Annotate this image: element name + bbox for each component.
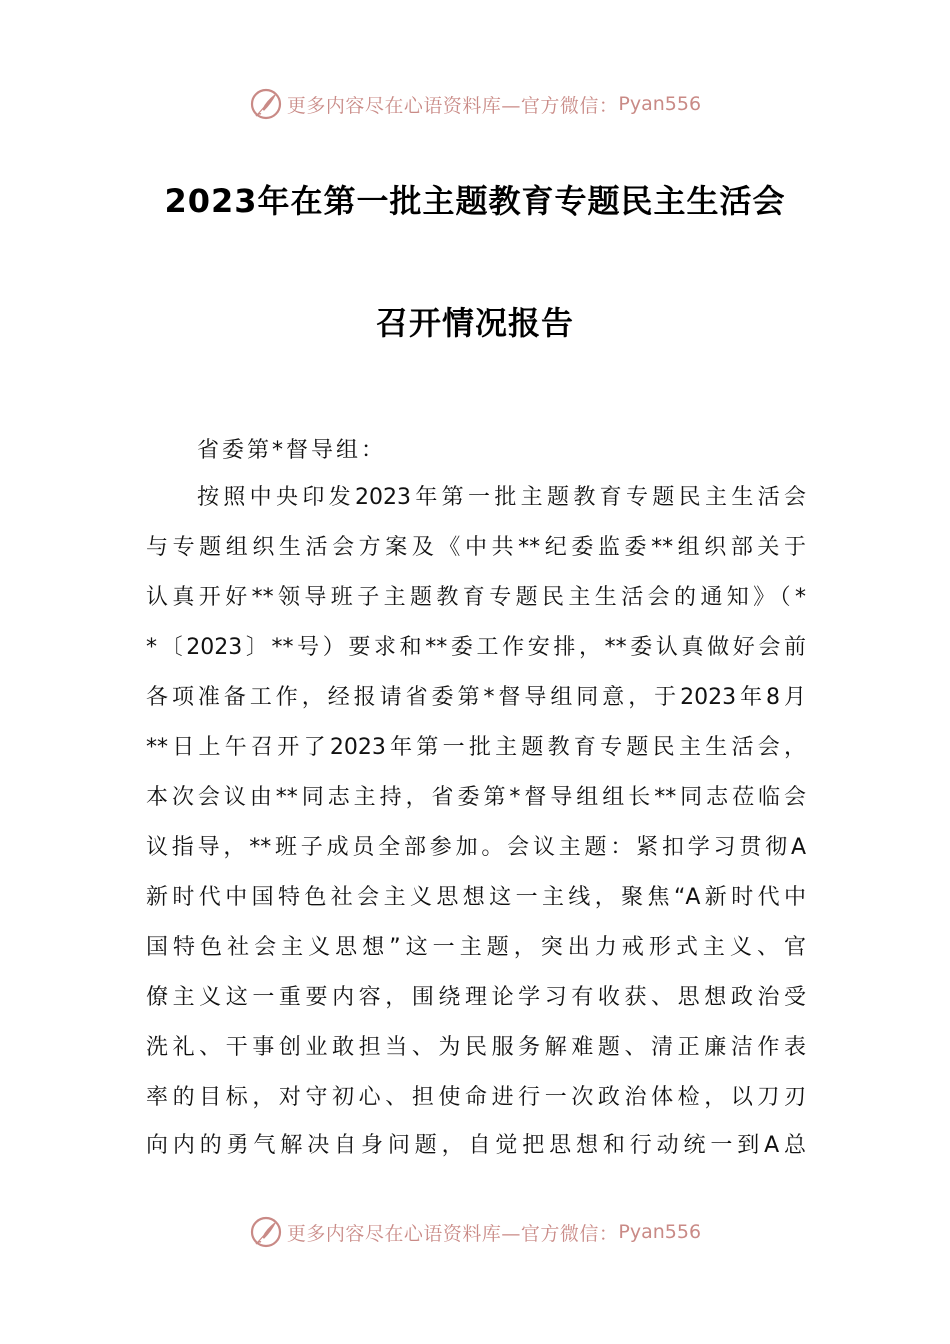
- document-title-line-1: 2023年在第一批主题教育专题民主生活会: [164, 182, 786, 220]
- quill-logo-icon: [249, 87, 283, 121]
- watermark-text: 更多内容尽在心语资料库—官方微信：: [286, 94, 619, 117]
- body-line: 按照中央印发2023年第一批主题教育专题民主生活会: [197, 485, 806, 510]
- body-line: 与专题组织生活会方案及《中共**纪委监委**组织部关于: [146, 535, 806, 560]
- document-title-line-2: 召开情况报告: [375, 304, 574, 342]
- watermark-wechat-id: Pyan556: [618, 93, 702, 115]
- watermark-header: [0, 84, 950, 124]
- body-line: 洗礼、干事创业敢担当、为民服务解难题、清正廉洁作表: [146, 1035, 806, 1060]
- body-line: 向内的勇气解决自身问题，自觉把思想和行动统一到A总: [146, 1133, 806, 1158]
- body-line: 新时代中国特色社会主义思想这一主线，聚焦“A新时代中: [146, 885, 806, 910]
- watermark-wechat-id: Pyan556: [618, 1221, 702, 1243]
- watermark-footer: [0, 1212, 950, 1252]
- body-line: *〔2023〕**号）要求和**委工作安排，**委认真做好会前: [146, 635, 806, 660]
- watermark-text: 更多内容尽在心语资料库—官方微信：: [286, 1222, 619, 1245]
- body-line: 率的目标，对守初心、担使命进行一次政治体检，以刀刃: [146, 1085, 806, 1110]
- quill-logo-icon: [249, 1215, 283, 1249]
- body-line: 认真开好**领导班子主题教育专题民主生活会的通知》（*: [146, 585, 806, 610]
- body-line: 本次会议由**同志主持，省委第*督导组组长**同志莅临会: [146, 785, 806, 810]
- body-line: 僚主义这一重要内容，围绕理论学习有收获、思想政治受: [146, 985, 806, 1010]
- body-line: 国特色社会主义思想”这一主题，突出力戒形式主义、官: [146, 935, 806, 960]
- body-line: **日上午召开了2023年第一批主题教育专题民主生活会，: [146, 735, 806, 760]
- salutation: 省委第*督导组：: [197, 438, 387, 463]
- body-line: 议指导，**班子成员全部参加。会议主题：紧扣学习贯彻A: [146, 835, 806, 860]
- body-line: 各项准备工作，经报请省委第*督导组同意，于2023年8月: [146, 685, 806, 710]
